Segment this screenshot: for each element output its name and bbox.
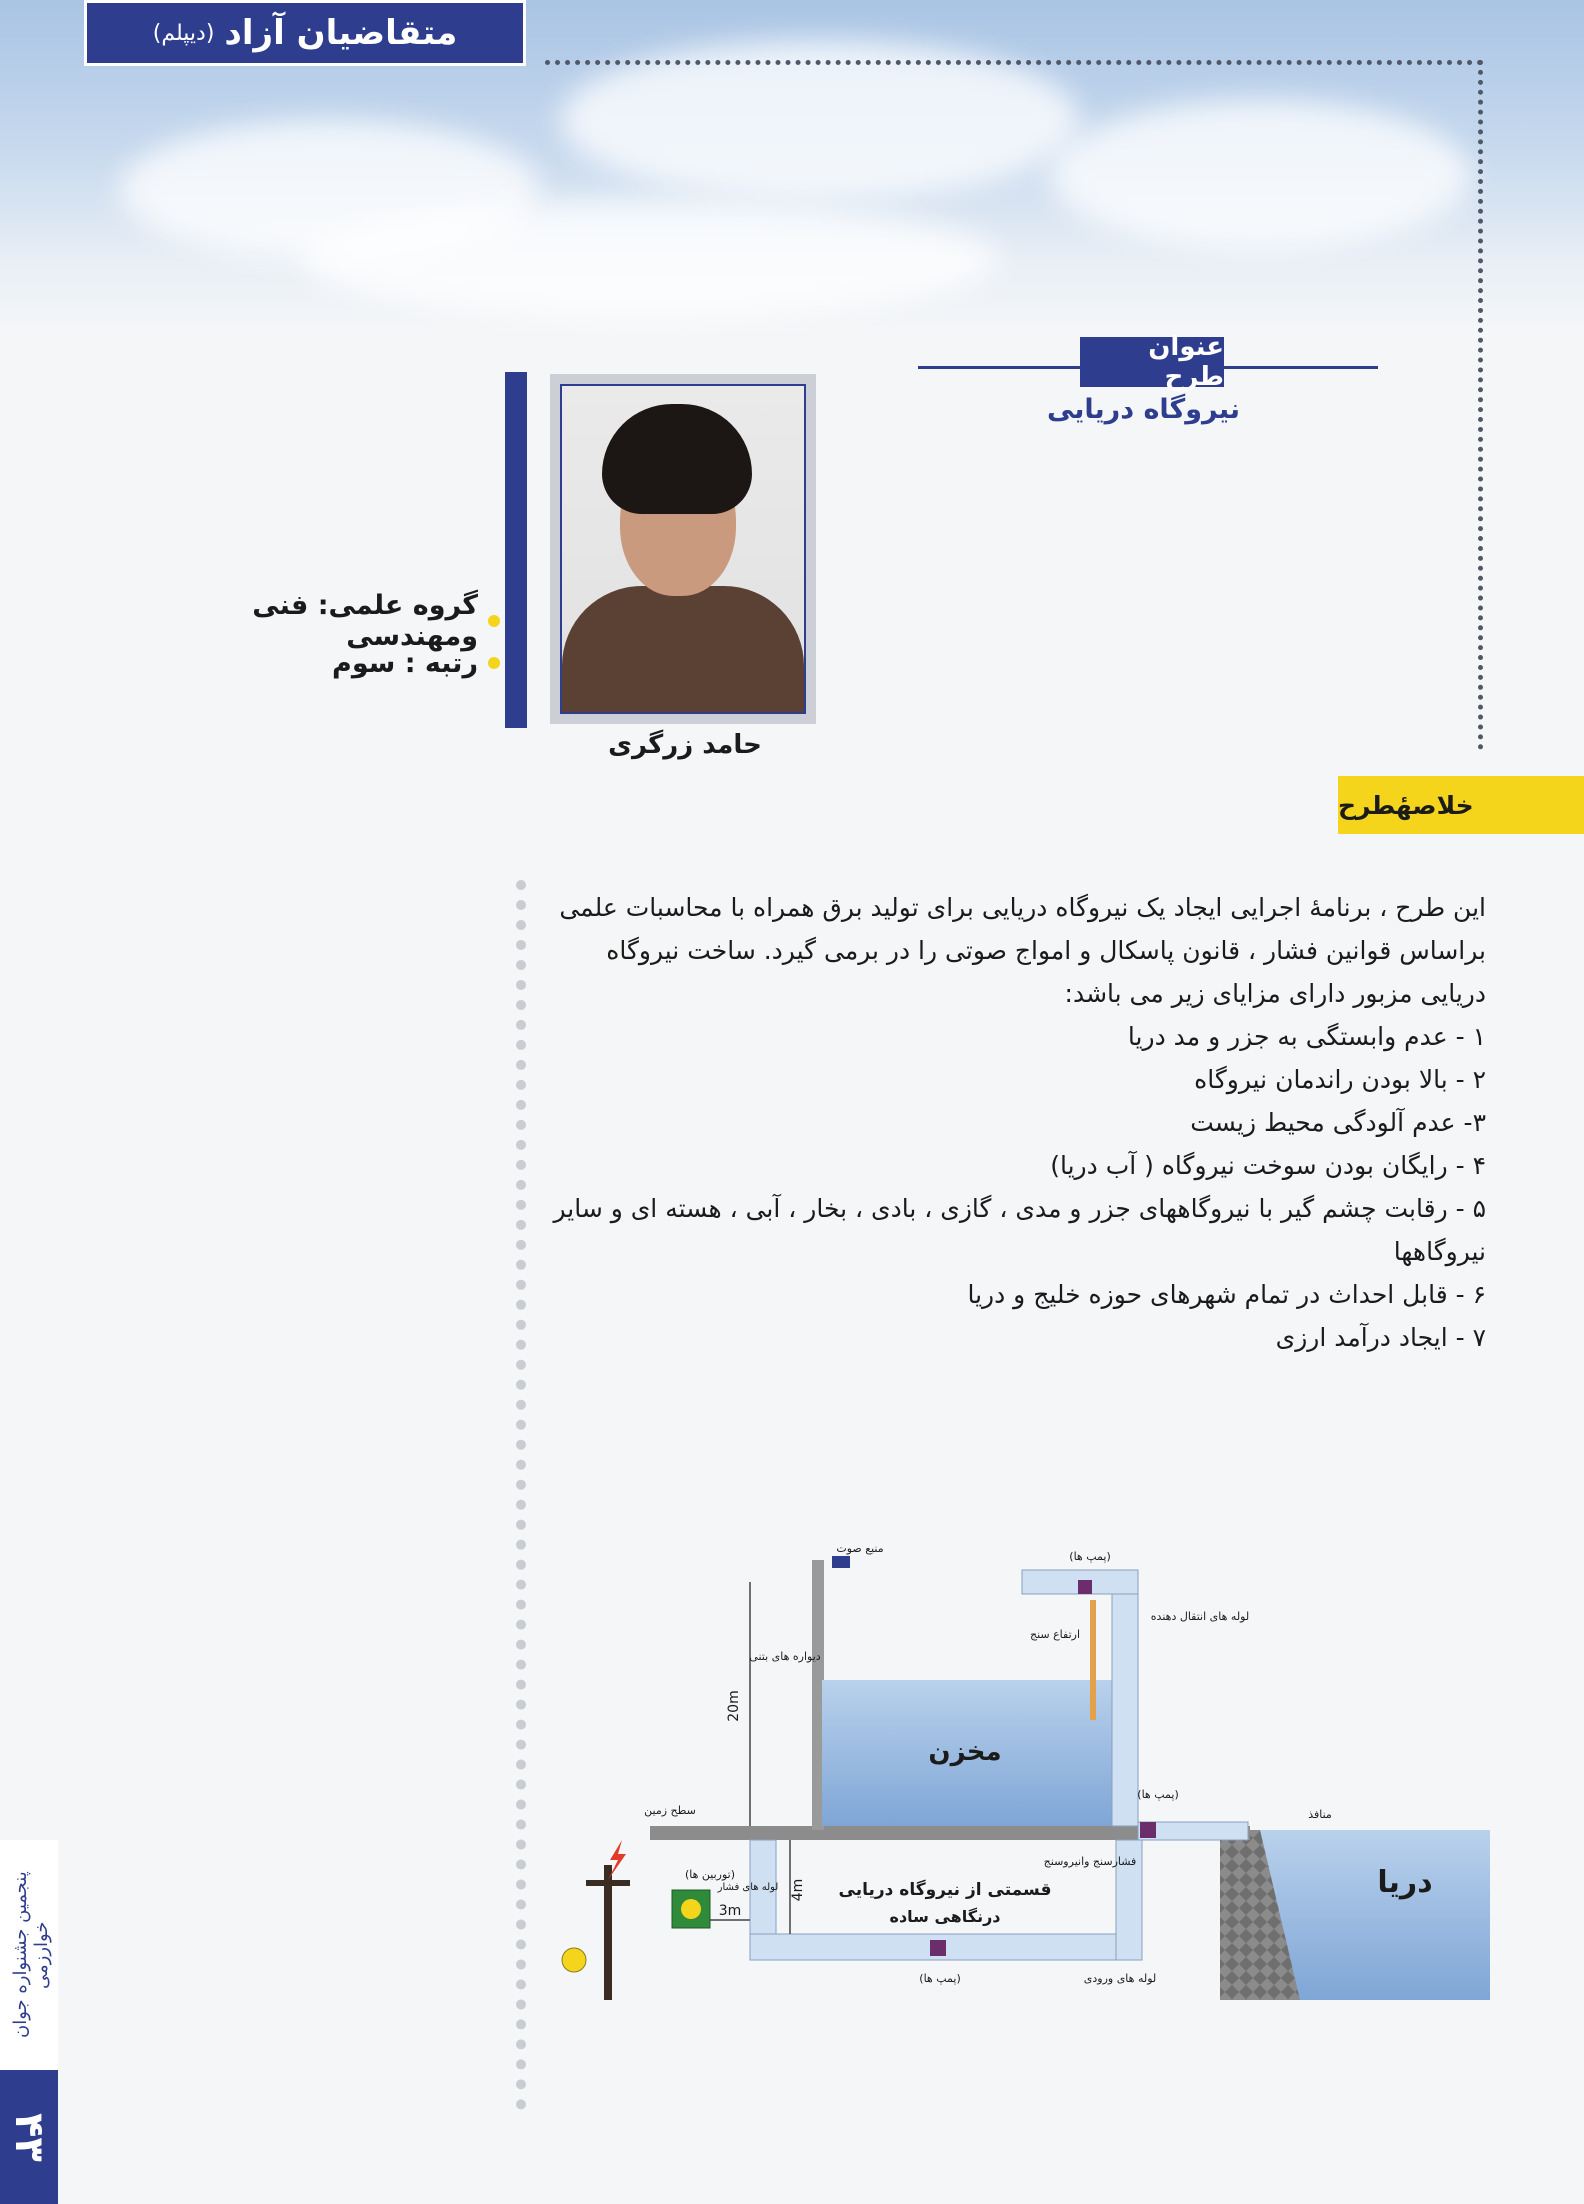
level-gauge-label: ارتفاع سنج xyxy=(1029,1628,1081,1641)
transfer-pipes-label: لوله های انتقال دهنده xyxy=(1150,1610,1250,1623)
pressure-gauge-label: فشارسنج وانیروسنج xyxy=(1043,1855,1137,1868)
info-rank-text: رتبه : سوم xyxy=(332,647,478,679)
person-info xyxy=(150,590,500,684)
summary-label: خلاصهٔطرح xyxy=(1338,776,1584,834)
photo-accent-bar xyxy=(505,372,527,728)
sound-source xyxy=(832,1556,850,1568)
header-title: متقاضیان آزاد xyxy=(224,13,458,53)
diagram-caption-2: درنگاهی ساده xyxy=(889,1907,1001,1926)
list-item: ۱ - عدم وابستگی به جزر و مد دریا xyxy=(1127,1022,1486,1051)
summary-body xyxy=(552,886,1486,1359)
portrait-frame xyxy=(550,374,816,724)
pump-top-label: (پمپ ها) xyxy=(1069,1550,1111,1563)
dotted-divider-left xyxy=(516,880,526,2110)
pump-top xyxy=(1078,1580,1092,1594)
list-item: ۳- عدم آلودگی محیط زیست xyxy=(1190,1108,1486,1137)
project-label: عنوان طرح xyxy=(1080,337,1224,387)
list-item: ۴ - رایگان بودن سوخت نیروگاه ( آب دریا) xyxy=(1050,1151,1486,1180)
ground-level-label: سطح زمین xyxy=(644,1804,696,1817)
bulb-icon xyxy=(562,1948,586,1972)
list-item: ۷ - ایجاد درآمد ارزی xyxy=(1275,1323,1486,1352)
sound-source-label: منبع صوت xyxy=(836,1542,884,1555)
sea-label: دریا xyxy=(1377,1865,1433,1900)
bullet-icon xyxy=(488,615,500,627)
list-item: ۶ - قابل احداث در تمام شهرهای حوزه خلیج و دریا xyxy=(967,1280,1486,1309)
inlet-pipes-label: لوله های ورودی xyxy=(1083,1972,1157,1985)
height-20-label: 20m xyxy=(726,1690,742,1722)
pump-bottom-label: (پمپ ها) xyxy=(919,1972,961,1985)
level-gauge xyxy=(1090,1600,1096,1720)
person-name: حامد زرگری xyxy=(608,730,762,760)
dotted-divider-right xyxy=(1478,60,1483,750)
list-item: ۲ - بالا بودن راندمان نیروگاه xyxy=(1194,1065,1486,1094)
info-item-group xyxy=(150,590,500,652)
page-number: ۴۳ xyxy=(0,2070,58,2204)
pump-right-label: (پمپ ها) xyxy=(1137,1788,1179,1801)
portrait-photo xyxy=(560,384,806,714)
pump-bottom xyxy=(930,1940,946,1956)
reservoir-label: مخزن xyxy=(928,1737,1002,1767)
transfer-pipe xyxy=(1112,1570,1138,1826)
info-group-text: گروه علمی: فنی ومهندسی xyxy=(252,590,478,652)
valve-label: منافذ xyxy=(1308,1808,1332,1821)
project-title: نیروگاه دریایی xyxy=(1046,394,1240,425)
width-3-label: 3m xyxy=(718,1903,742,1919)
turbines-label: (توربین ها) xyxy=(684,1868,736,1881)
pump-right xyxy=(1140,1822,1156,1838)
section-header xyxy=(84,0,526,66)
bullet-icon xyxy=(488,657,500,669)
power-pole-arm xyxy=(586,1880,630,1886)
diagram-caption-1: قسمتی از نیروگاه دریایی xyxy=(838,1880,1052,1900)
turbine-core xyxy=(681,1899,701,1919)
festival-name: پنجمین جشنواره جوان خوارزمی xyxy=(10,1871,52,2039)
pressure-pipes-label: لوله های فشار xyxy=(717,1882,779,1893)
list-item: ۵ - رقابت چشم گیر با نیروگاههای جزر و مدی ، گازی ، بادی ، بخار ، آبی ، هسته ای و سایر نیروگاهها xyxy=(553,1194,1486,1266)
height-4-label: 4m xyxy=(790,1878,806,1902)
dotted-divider-top xyxy=(545,60,1483,65)
power-plant-diagram xyxy=(560,1530,1490,2050)
summary-paragraph: این طرح ، برنامهٔ اجرایی ایجاد یک نیروگاه دریایی برای تولید برق همراه با محاسبات علمی براساس قوانین فشار ، قانون پاسکال و امواج صوتی را در برمی گیرد. ساخت نیروگاه دریایی مزبور دارای مزایای زیر می باشد: xyxy=(559,893,1486,1008)
concrete-walls-label: دیواره های بتنی xyxy=(749,1650,821,1663)
header-subtitle: (دیپلم) xyxy=(152,20,215,46)
